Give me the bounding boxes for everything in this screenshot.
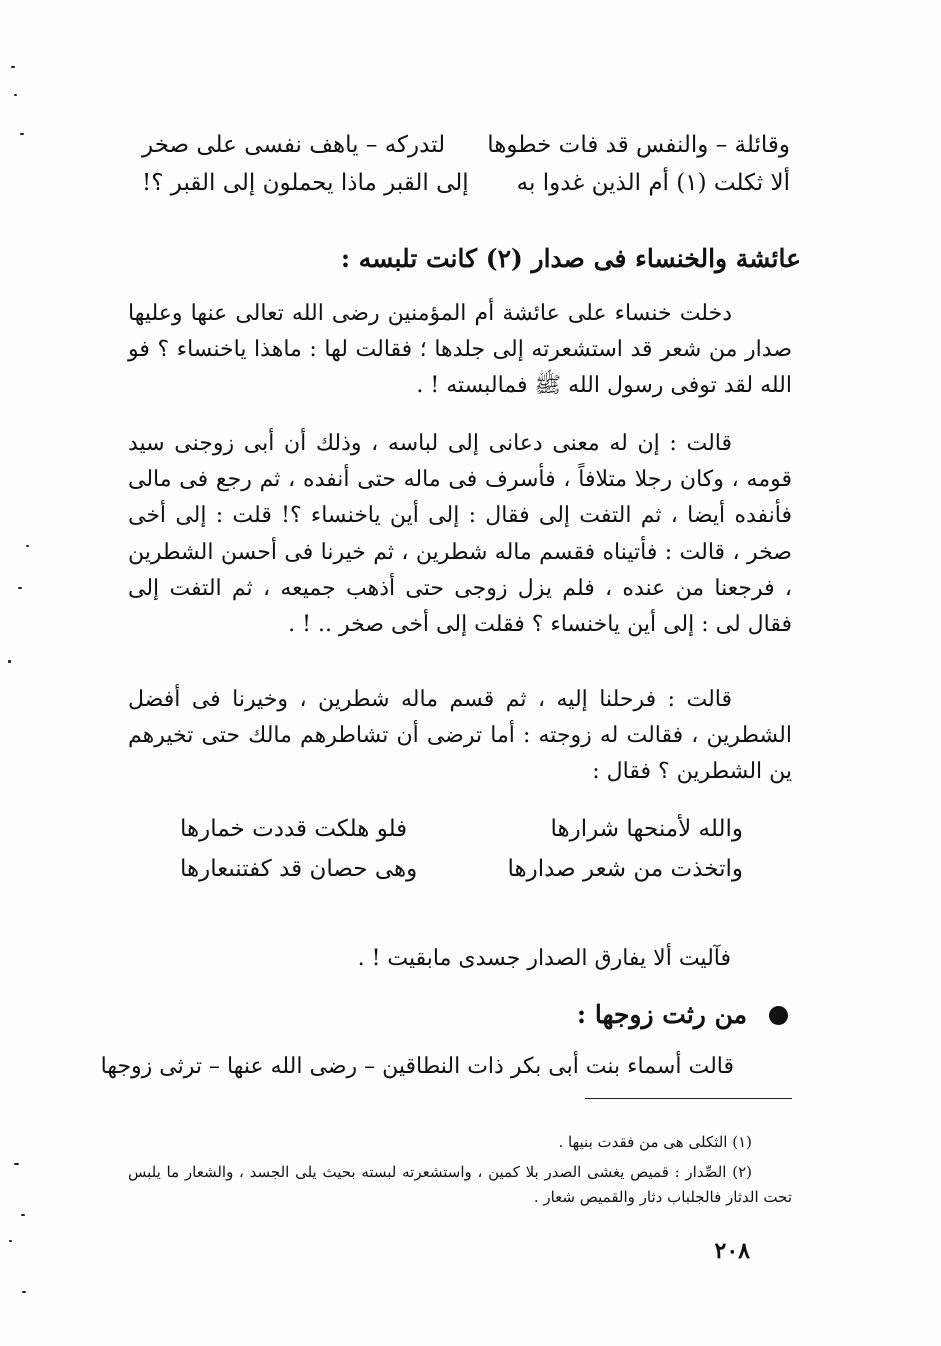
poem1-line1-first-hemistich: وقائلة – والنفس قد فات خطوها	[487, 132, 790, 158]
section1-paragraph-2: قالت : إن له معنى دعانى إلى لباسه ، وذلك أن أبى زوجنى سيد قومه ، وكان رجلا متلافاً ، فأسرف فى ماله حتى أنفده ، ثم رجع فى مالى فأنفده أيضا ، ثم التفت إلى فقال : إلى أين ياخنساء ؟! قلت : إلى أخى صخر ، قالت : فأتيناه فقسم ماله شطرين ، ثم خيرنا فى أحسن الشطرين ، فرجعنا من عنده ، فلم يزل زوجى حتى أذهب جميعه ، ثم التفت إلى فقال لى : إلى أين ياخنساء ؟ فقلت إلى أخى صخر .. ! .	[128, 431, 792, 638]
poem2-line1-first-hemistich: والله لأمنحها شرارها	[550, 816, 743, 842]
poem2-line1	[180, 814, 743, 844]
poem2-line2-second-hemistich: وهى حصان قد كفتنىعارها	[180, 856, 418, 882]
page-number: ٢٠٨	[714, 1238, 750, 1264]
bullet-dot-icon	[769, 1006, 788, 1025]
poem1-line2-first-hemistich: ألا ثكلت (١) أم الذين غدوا به	[516, 170, 790, 196]
footnote-2: (٢) الصِّدار : قميص يغشى الصدر بلا كمين ، واستشعرته لبسته بحيث يلى الجسد ، والشعار ما يلبس تحت الدثار فالجلباب دثار والقميص شعار .	[128, 1163, 792, 1206]
poem2-line2-first-hemistich: واتخذت من شعر صدارها	[507, 856, 743, 882]
section2-heading: من رثت زوجها :	[576, 1000, 747, 1029]
footnote-1: (١) الثكلى هى من فقدت بنيها .	[558, 1133, 752, 1151]
poem1-line1-second-hemistich: لتدركه – ياهف نفسى على صخر	[142, 132, 446, 158]
section1-paragraph-1: دخلت خنساء على عائشة أم المؤمنين رضى الله تعالى عنها وعليها صدار من شعر قد استشعرته إلى جلدها ؛ فقالت لها : ماهذا ياخنساء ؟ فو الله لقد توفى رسول الله ﷺ فمالبسته ! .	[128, 301, 792, 399]
section1-paragraph-3: قالت : فرحلنا إليه ، ثم قسم ماله شطرين ، وخيرنا فى أفضل الشطرين ، فقالت له زوجته : أما ترضى أن تشاطرهم مالك حتى تخيرهم ين الشطرين ؟ فقال :	[128, 687, 792, 785]
footnote-divider	[585, 1098, 792, 1099]
section2-paragraph: قالت أسماء بنت أبى بكر ذات النطاقين – رضى الله عنها – ترثى زوجها	[100, 1054, 734, 1079]
poem2-line1-second-hemistich: فلو هلكت قددت خمارها	[180, 816, 408, 842]
poem1-line2	[142, 168, 790, 198]
closing-line: فآليت ألا يفارق الصدار جسدى مابقيت ! .	[357, 946, 731, 971]
poem1-line1	[142, 130, 790, 160]
poem2-line2	[180, 854, 743, 884]
section1-heading: عائشة والخنساء فى صدار (٢) كانت تلبسه :	[340, 244, 801, 273]
poem1-line2-second-hemistich: إلى القبر ماذا يحملون إلى القبر ؟!	[142, 170, 469, 196]
